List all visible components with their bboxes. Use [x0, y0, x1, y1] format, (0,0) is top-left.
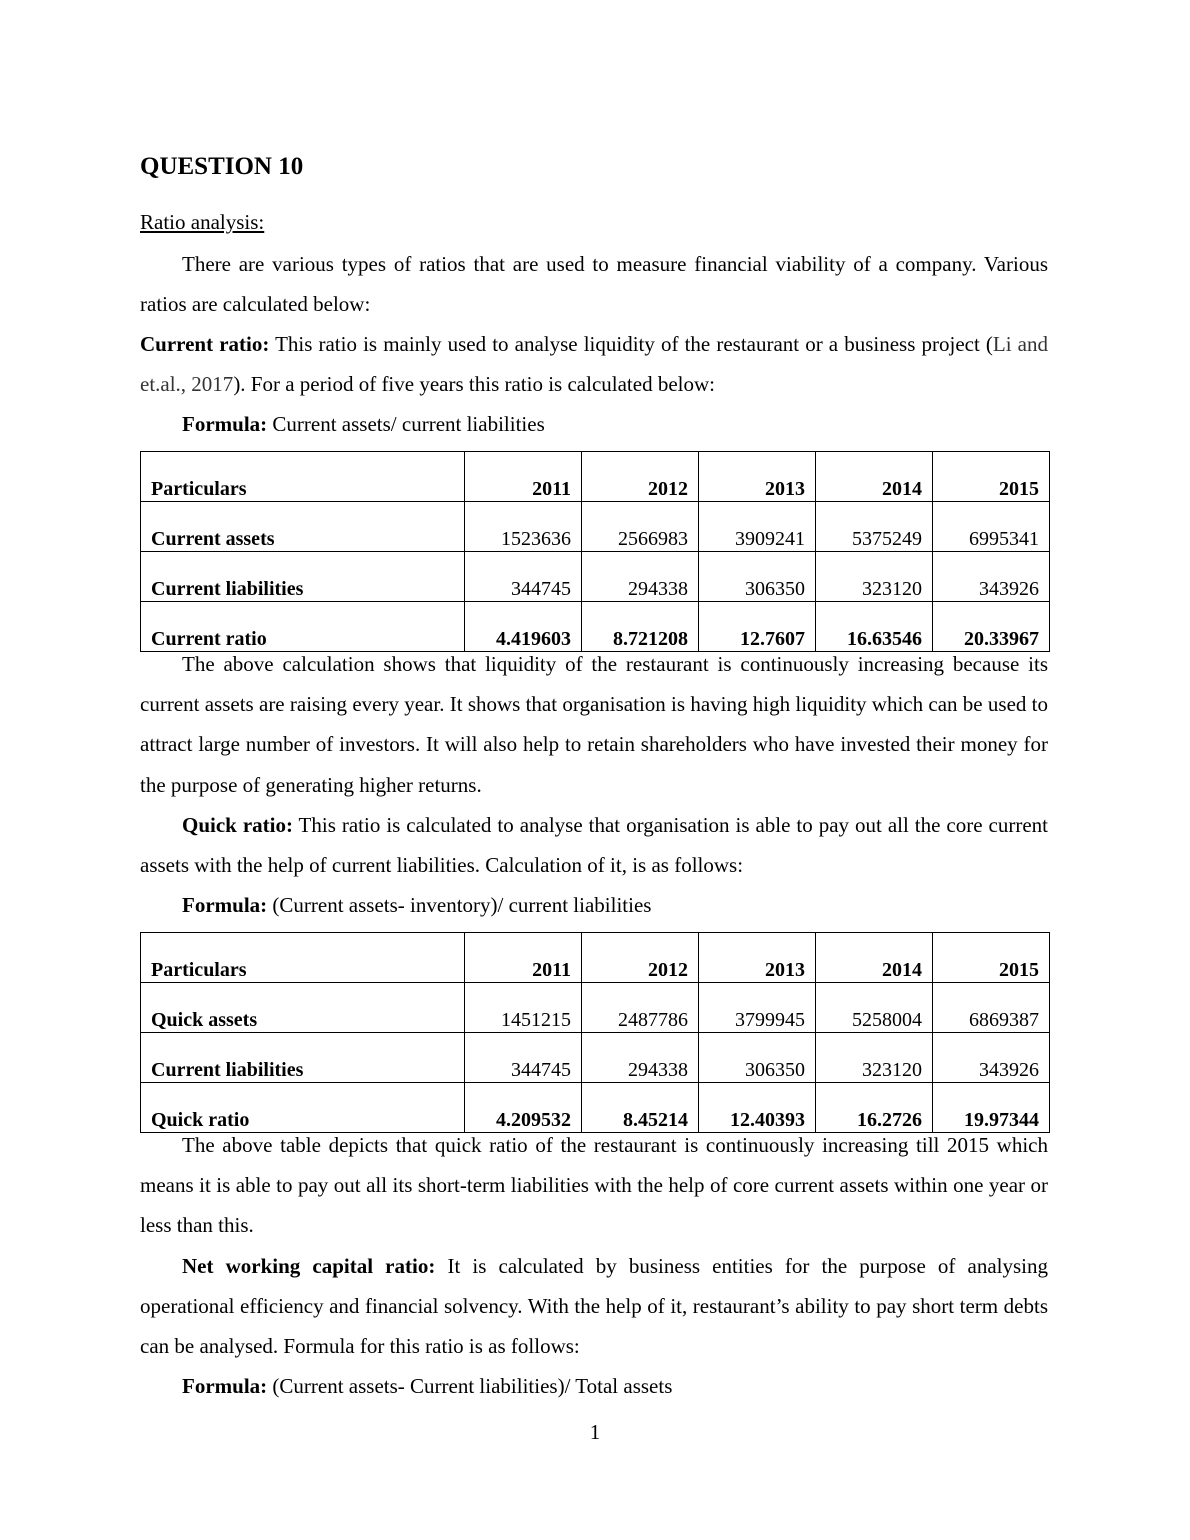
nwc-ratio-text: It is calculated by business entities for the purpose of analysing operational efficiency and financial solvency. With the help of it, restaurant’s ability to pay short term debts can be analysed. Formula for this ratio is as follows:: [140, 1254, 1048, 1359]
table-cell: 20.33967: [933, 602, 1050, 652]
table-cell: 343926: [933, 1033, 1050, 1083]
table-cell: 6995341: [933, 502, 1050, 552]
citation: Li and et.al., 2017: [140, 332, 1048, 397]
table-header-row: [141, 452, 1050, 502]
table-row: [141, 552, 1050, 602]
table-cell: 3909241: [699, 502, 816, 552]
table-cell: 344745: [465, 552, 582, 602]
table-header-row: [141, 933, 1050, 983]
header-cell: 2012: [582, 452, 699, 502]
question-heading: QUESTION 10: [140, 153, 304, 180]
nwc-ratio-formula: [182, 1372, 672, 1400]
quick-ratio-analysis: The above table depicts that quick ratio of the restaurant is continuously increasing till 2015 which means it is able to pay out all its short-term liabilities with the help of core current assets within one year or less than this.: [140, 1133, 1048, 1238]
table-cell: 306350: [699, 552, 816, 602]
nwc-ratio-label: Net working capital ratio:: [182, 1254, 436, 1278]
table-row: [141, 502, 1050, 552]
formula-text: (Current assets- Current liabilities)/ Total assets: [267, 1374, 673, 1398]
formula-label: Formula:: [182, 893, 268, 917]
table-cell: 1451215: [465, 983, 582, 1033]
page-number: 1: [589, 1420, 601, 1444]
formula-text: (Current assets- inventory)/ current liabilities: [267, 893, 652, 917]
current-ratio-text: This ratio is mainly used to analyse liquidity of the restaurant or a business project (: [269, 332, 993, 356]
row-label: Current liabilities: [141, 1033, 465, 1083]
row-label: Quick ratio: [141, 1083, 465, 1133]
header-cell: 2014: [816, 933, 933, 983]
row-label: Current ratio: [141, 602, 465, 652]
formula-text: Current assets/ current liabilities: [267, 412, 545, 436]
table-cell: 16.63546: [816, 602, 933, 652]
header-cell: 2012: [582, 933, 699, 983]
table-cell: 306350: [699, 1033, 816, 1083]
table-cell: 294338: [582, 552, 699, 602]
table-cell: 6869387: [933, 983, 1050, 1033]
table-cell: 2487786: [582, 983, 699, 1033]
quick-ratio-text: This ratio is calculated to analyse that organisation is able to pay out all the core current assets with the help of current liabilities. Calculation of it, is as follows:: [140, 813, 1048, 878]
table-cell: 323120: [816, 552, 933, 602]
table-cell: 5375249: [816, 502, 933, 552]
row-label: Current assets: [141, 502, 465, 552]
header-cell: Particulars: [141, 452, 465, 502]
table-cell: 5258004: [816, 983, 933, 1033]
header-cell: 2011: [465, 933, 582, 983]
formula-label: Formula:: [182, 412, 268, 436]
header-cell: Particulars: [141, 933, 465, 983]
current-ratio-label: Current ratio:: [140, 332, 270, 356]
ratio-analysis-subheading: Ratio analysis:: [140, 210, 265, 234]
table-cell: 12.7607: [699, 602, 816, 652]
table-cell: 16.2726: [816, 1083, 933, 1133]
current-ratio-analysis: The above calculation shows that liquidity of the restaurant is continuously increasing because its current assets are raising every year. It shows that organisation is having high liquidity which can be used to attract large number of investors. It will also help to retain shareholders who have invested their money for the purpose of generating higher returns.: [140, 652, 1048, 797]
quick-ratio-label: Quick ratio:: [182, 813, 293, 837]
header-cell: 2013: [699, 933, 816, 983]
current-ratio-text-end: ). For a period of five years this ratio is calculated below:: [233, 372, 715, 397]
table-cell: 1523636: [465, 502, 582, 552]
formula-label: Formula:: [182, 1374, 268, 1398]
table-cell: 4.209532: [465, 1083, 582, 1133]
nwc-ratio-paragraph: [140, 1246, 1048, 1367]
table-row: [141, 983, 1050, 1033]
table-cell: 2566983: [582, 502, 699, 552]
header-cell: 2014: [816, 452, 933, 502]
current-ratio-formula: [182, 410, 545, 438]
current-ratio-table: [140, 451, 1050, 652]
quick-ratio-table: [140, 932, 1050, 1133]
table-cell: 3799945: [699, 983, 816, 1033]
header-cell: 2015: [933, 933, 1050, 983]
row-label: Quick assets: [141, 983, 465, 1033]
header-cell: 2015: [933, 452, 1050, 502]
table-cell: 8.721208: [582, 602, 699, 652]
table-cell: 4.419603: [465, 602, 582, 652]
quick-ratio-formula: [182, 891, 651, 919]
intro-paragraph: There are various types of ratios that are used to measure financial viability of a company. Various ratios are calculated below:: [140, 252, 1048, 317]
table-cell: 8.45214: [582, 1083, 699, 1133]
quick-ratio-paragraph: [140, 805, 1048, 885]
current-ratio-paragraph: [140, 324, 1048, 404]
table-cell: 19.97344: [933, 1083, 1050, 1133]
table-cell: 343926: [933, 552, 1050, 602]
table-row: [141, 1033, 1050, 1083]
row-label: Current liabilities: [141, 552, 465, 602]
table-cell: 344745: [465, 1033, 582, 1083]
header-cell: 2013: [699, 452, 816, 502]
table-cell: 294338: [582, 1033, 699, 1083]
header-cell: 2011: [465, 452, 582, 502]
table-cell: 12.40393: [699, 1083, 816, 1133]
table-cell: 323120: [816, 1033, 933, 1083]
